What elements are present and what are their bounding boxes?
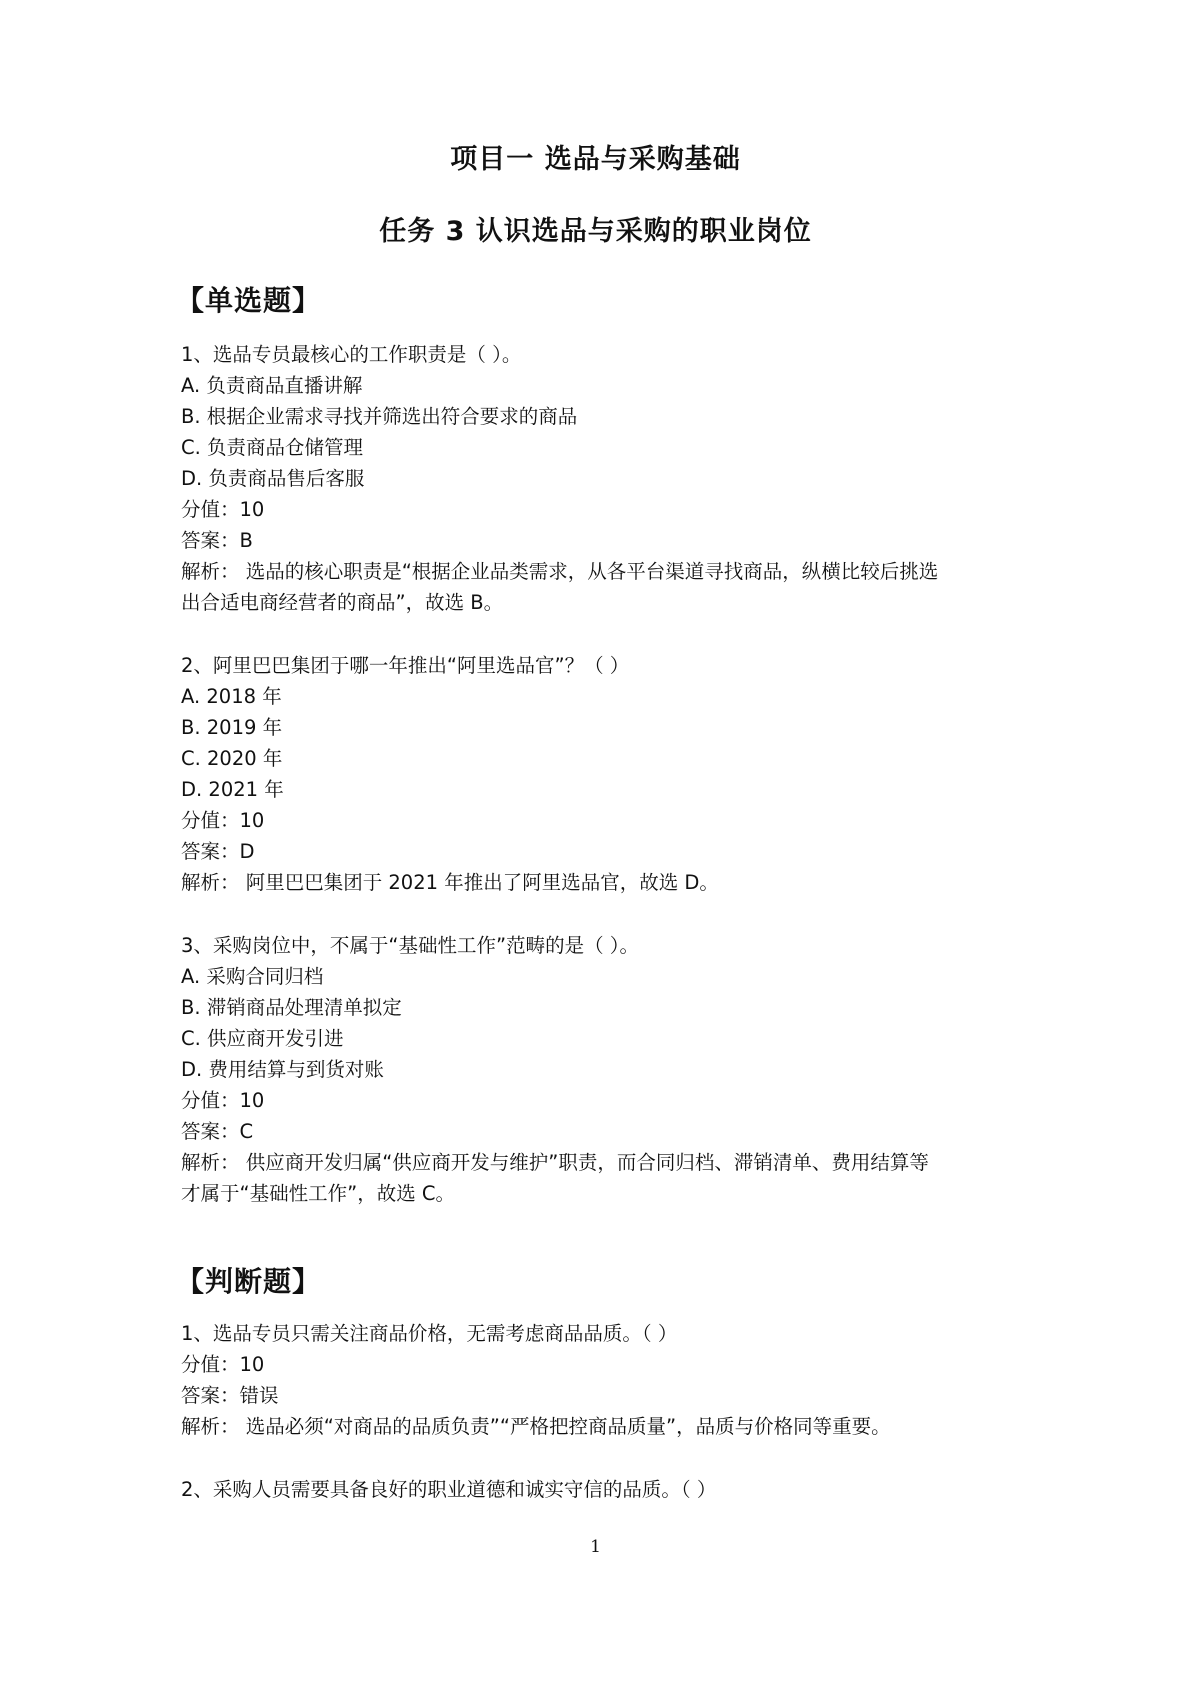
option-d: D. 费用结算与到货对账 [181,1058,384,1081]
question-analysis: 解析： 选品的核心职责是“根据企业品类需求，从各平台渠道寻找商品，纵横比较后挑选 [181,560,939,583]
question-answer: 答案：C [181,1120,254,1143]
option-c: C. 供应商开发引进 [181,1027,344,1050]
page-number: 1 [590,1537,601,1557]
option-b: B. 2019 年 [181,716,283,739]
option-a: A. 采购合同归档 [181,965,324,988]
option-d: D. 2021 年 [181,778,284,801]
question-analysis: 解析： 供应商开发归属“供应商开发与维护”职责，而合同归档、滞销清单、费用结算等 [181,1151,929,1174]
question-score: 分值：10 [181,1089,265,1112]
option-d: D. 负责商品售后客服 [181,467,365,490]
question-stem: 2、采购人员需要具备良好的职业道德和诚实守信的品质。（ ） [181,1478,717,1501]
question-score: 分值：10 [181,498,265,521]
question-analysis-continued: 才属于“基础性工作”，故选 C。 [181,1182,456,1205]
question-analysis-continued: 出合适电商经营者的商品”，故选 B。 [181,591,504,614]
question-stem: 3、采购岗位中，不属于“基础性工作”范畴的是（ ）。 [181,934,640,957]
option-a: A. 2018 年 [181,685,282,708]
option-c: C. 负责商品仓储管理 [181,436,364,459]
document-subtitle: 任务 3 认识选品与采购的职业岗位 [379,216,812,247]
question-stem: 1、选品专员只需关注商品价格，无需考虑商品品质。（ ） [181,1322,678,1345]
question-answer: 答案：错误 [181,1384,279,1407]
option-a: A. 负责商品直播讲解 [181,374,363,397]
option-b: B. 根据企业需求寻找并筛选出符合要求的商品 [181,405,578,428]
question-analysis: 解析： 阿里巴巴集团于 2021 年推出了阿里选品官，故选 D。 [181,871,719,894]
question-analysis: 解析： 选品必须“对商品的品质负责”“严格把控商品质量”，品质与价格同等重要。 [181,1415,891,1438]
option-c: C. 2020 年 [181,747,283,770]
document-title: 项目一 选品与采购基础 [450,144,741,175]
question-stem: 1、选品专员最核心的工作职责是（ ）。 [181,343,522,366]
section-heading-single-choice: 【单选题】 [176,284,322,317]
question-stem: 2、阿里巴巴集团于哪一年推出“阿里选品官”？（ ） [181,654,630,677]
option-b: B. 滞销商品处理清单拟定 [181,996,402,1019]
question-answer: 答案：D [181,840,255,863]
question-score: 分值：10 [181,809,265,832]
question-answer: 答案：B [181,529,253,552]
section-heading-true-false: 【判断题】 [176,1265,322,1298]
question-score: 分值：10 [181,1353,265,1376]
